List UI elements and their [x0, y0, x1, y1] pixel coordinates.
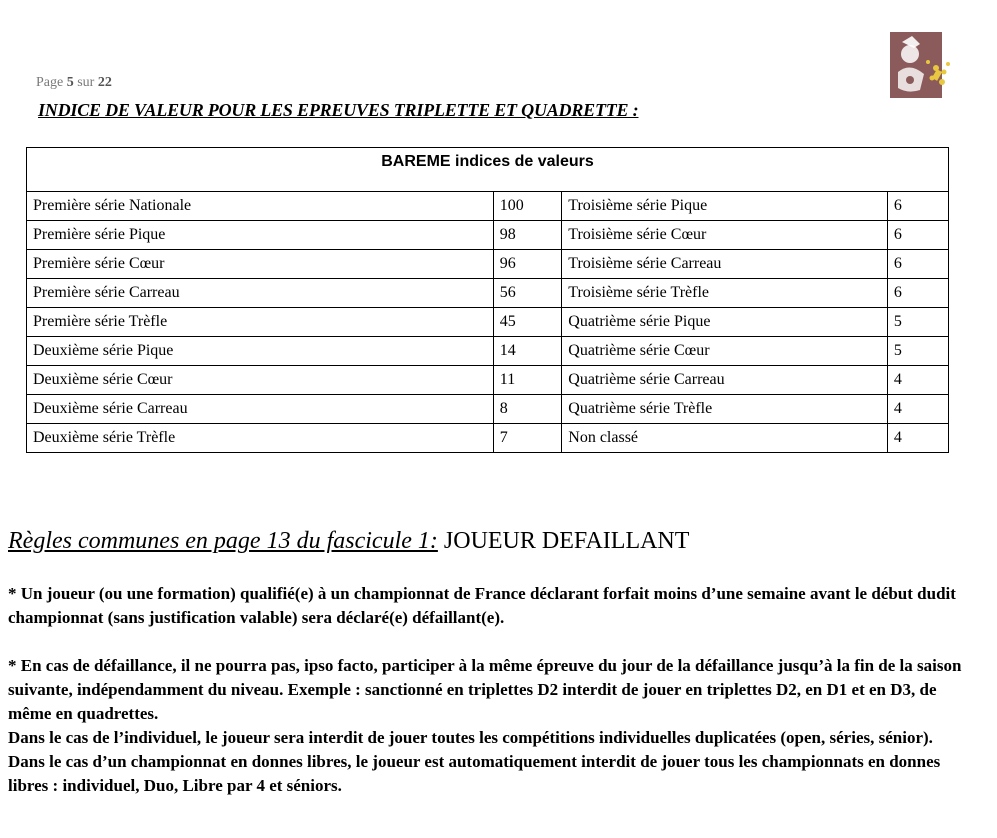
cell-category-left: Deuxième série Trèfle: [27, 424, 494, 453]
cell-category-right: Quatrième série Pique: [562, 308, 888, 337]
cell-index-right: 4: [887, 366, 948, 395]
table-row: [27, 192, 949, 221]
page-total: 22: [97, 75, 112, 90]
cell-category-right: Quatrième série Cœur: [562, 337, 888, 366]
cell-category-right: Quatrième série Trèfle: [562, 395, 888, 424]
cell-index-right: 6: [887, 250, 948, 279]
cell-category-left: Première série Cœur: [27, 250, 494, 279]
table-body: [27, 192, 949, 453]
cell-index-right: 5: [887, 308, 948, 337]
rules-heading: [8, 528, 689, 555]
table-row: [27, 250, 949, 279]
cell-category-right: Troisième série Pique: [562, 192, 888, 221]
federation-logo: [890, 32, 950, 98]
page-indicator: [36, 75, 112, 91]
rules-paragraph-donnes-libres: Dans le cas d’un championnat en donnes libres, le joueur est automatiquement interdit de jouer tous les championnats en donnes libres : individuel, Duo, Libre par 4 et séniors.: [8, 752, 941, 795]
cell-index-right: 4: [887, 395, 948, 424]
cell-index-left: 11: [493, 366, 561, 395]
table-row: [27, 424, 949, 453]
cell-index-right: 6: [887, 279, 948, 308]
cell-category-left: Deuxième série Cœur: [27, 366, 494, 395]
table-row: [27, 366, 949, 395]
cell-index-left: 100: [493, 192, 561, 221]
bareme-table: [26, 147, 949, 453]
cell-category-left: Première série Carreau: [27, 279, 494, 308]
cell-index-right: 6: [887, 221, 948, 250]
page-current: 5: [66, 75, 74, 90]
table-row: [27, 337, 949, 366]
cell-category-right: Troisième série Cœur: [562, 221, 888, 250]
rules-heading-reference: Règles communes en page 13 du fascicule 1:: [8, 528, 438, 554]
cell-category-right: Quatrième série Carreau: [562, 366, 888, 395]
table-title: BAREME indices de valeurs: [27, 148, 949, 192]
table-row: [27, 395, 949, 424]
page-prefix: Page: [36, 75, 64, 90]
cell-category-right: Non classé: [562, 424, 888, 453]
cell-index-left: 56: [493, 279, 561, 308]
rules-body: [8, 582, 983, 798]
table-row: [27, 308, 949, 337]
table-row: [27, 221, 949, 250]
cell-category-right: Troisième série Trèfle: [562, 279, 888, 308]
rules-heading-title: JOUEUR DEFAILLANT: [437, 528, 690, 554]
cell-index-left: 98: [493, 221, 561, 250]
cell-category-left: Première série Nationale: [27, 192, 494, 221]
cell-category-right: Troisième série Carreau: [562, 250, 888, 279]
rules-paragraph-forfait: * Un joueur (ou une formation) qualifié(e) à un championnat de France déclarant forfait moins d’une semaine avant le début dudit championnat (sans justification valable) sera déclaré(e) défaillant(e).: [8, 584, 956, 627]
cell-index-left: 45: [493, 308, 561, 337]
rules-paragraph-defaillance: * En cas de défaillance, il ne pourra pas, ipso facto, participer à la même épreuve du jour de la défaillance jusqu’à la fin de la saison suivante, indépendamment du niveau. Exemple : sanctionné en triplettes D2 interdit de jouer en triplettes D2, en D1 et en D3, de même en quadrettes.: [8, 656, 962, 723]
page-sep: sur: [77, 75, 95, 90]
cell-category-left: Deuxième série Carreau: [27, 395, 494, 424]
section-title: INDICE DE VALEUR POUR LES EPREUVES TRIPLETTE ET QUADRETTE :: [38, 100, 639, 120]
cell-index-right: 6: [887, 192, 948, 221]
cell-category-left: Première série Pique: [27, 221, 494, 250]
cell-category-left: Deuxième série Pique: [27, 337, 494, 366]
cell-index-right: 4: [887, 424, 948, 453]
cell-index-left: 14: [493, 337, 561, 366]
table-row: [27, 279, 949, 308]
rules-paragraph-individuel: Dans le cas de l’individuel, le joueur sera interdit de jouer toutes les compétitions individuelles duplicatées (open, séries, sénior).: [8, 728, 933, 747]
cell-index-left: 96: [493, 250, 561, 279]
cell-index-left: 8: [493, 395, 561, 424]
cell-category-left: Première série Trèfle: [27, 308, 494, 337]
cell-index-left: 7: [493, 424, 561, 453]
cell-index-right: 5: [887, 337, 948, 366]
